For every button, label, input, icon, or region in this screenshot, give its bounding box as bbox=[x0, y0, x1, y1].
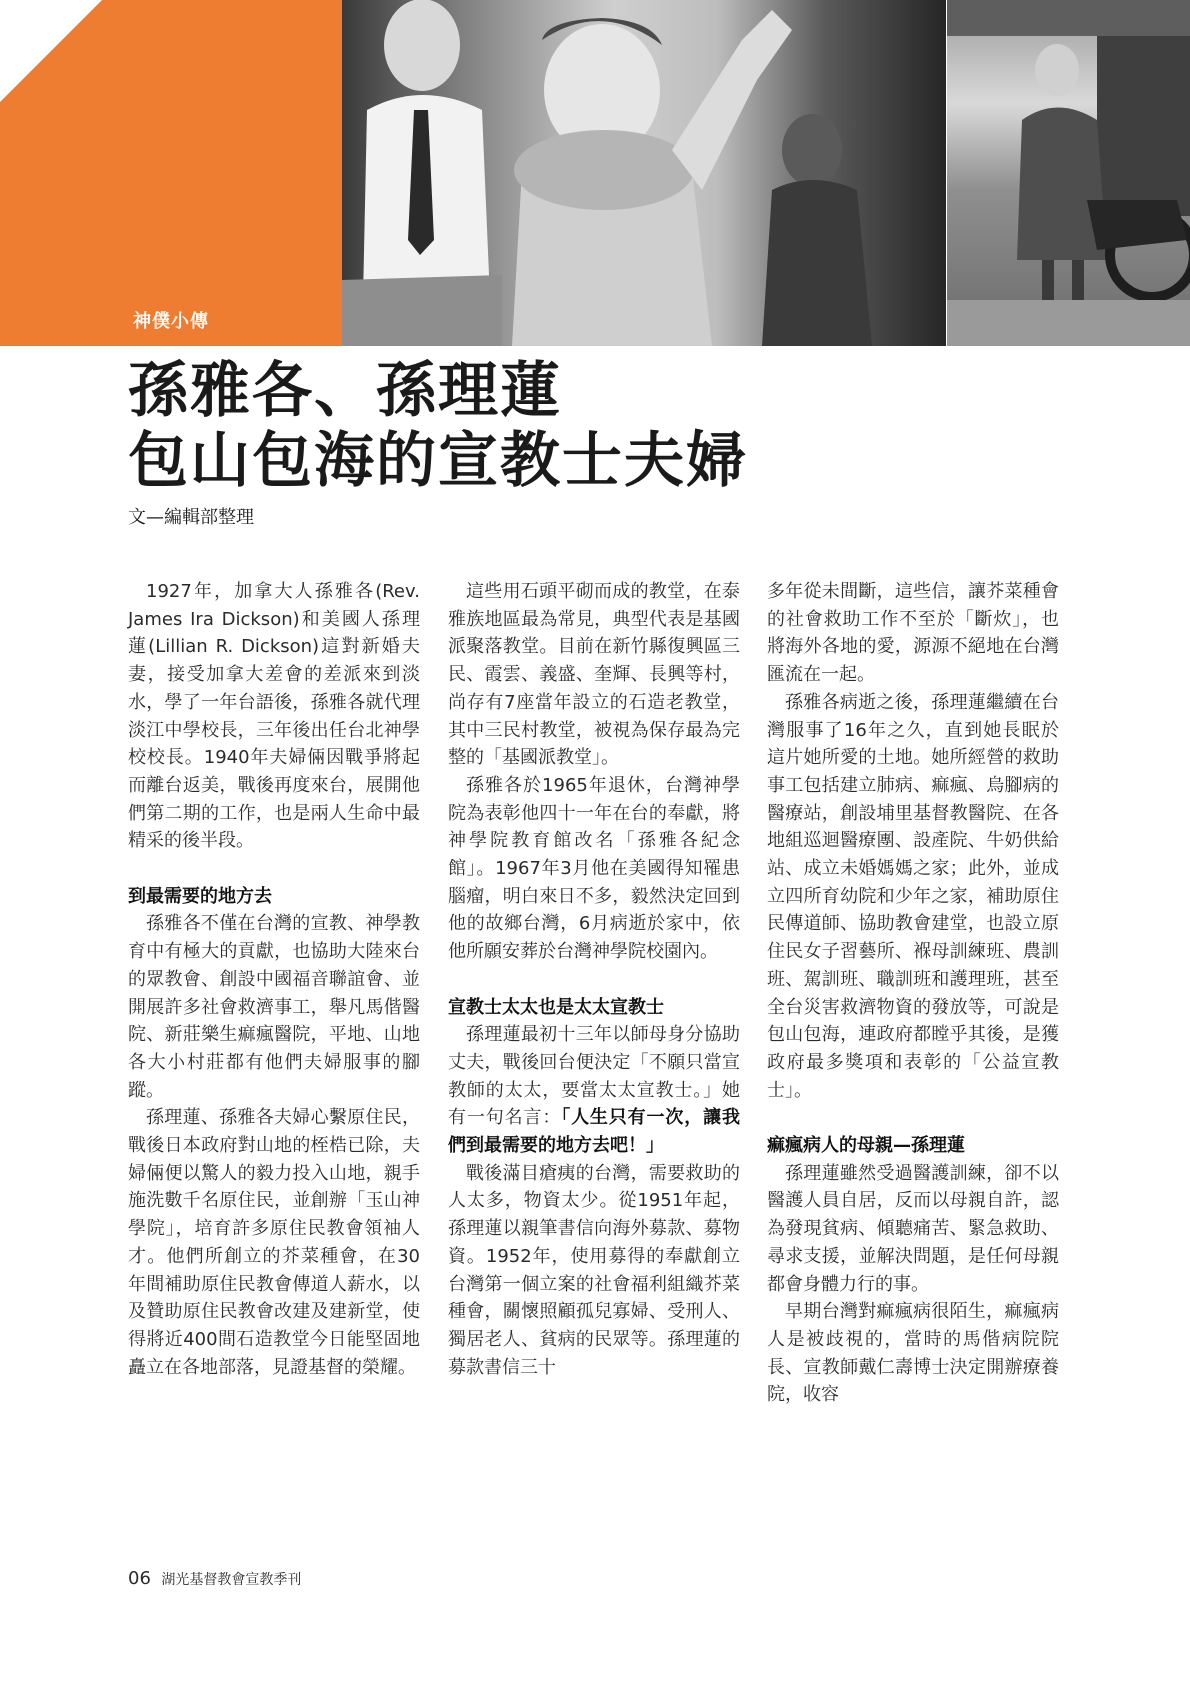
paragraph-lead: 孫理蓮最初十三年以師母身分協助丈夫，戰後回台便決定「不願只當宣教師的太太，要當太太宣教士。」她有一句名言： bbox=[448, 1024, 740, 1129]
spacer bbox=[128, 855, 420, 883]
section-heading: 痲瘋病人的母親—孫理蓮 bbox=[767, 1135, 965, 1157]
paragraph: 戰後滿目瘡痍的台灣，需要救助的人太多，物資太少。從1951年起，孫理蓮以親筆書信向海外募款、募物資。1952年，使用募得的奉獻創立台灣第一個立案的社會福利組織芥菜種會，關懷照顧孤兒寡婦、受刑人、獨居老人、貧病的民眾等。孫理蓮的募款書信三十 bbox=[448, 1162, 740, 1378]
couple-photo-illustration bbox=[342, 0, 946, 346]
paragraph: 多年從未間斷，這些信，讓芥菜種會的社會救助工作不至於「斷炊」，也將海外各地的愛，源源不絕地在台灣匯流在一起。 bbox=[767, 581, 1059, 686]
article-title bbox=[128, 356, 748, 496]
paragraph: 這些用石頭平砌而成的教堂，在泰雅族地區最為常見，典型代表是基國派聚落教堂。目前在新竹縣復興區三民、霞雲、義盛、奎輝、長興等村，尚存有7座當年設立的石造老教堂，其中三民村教堂，被視為保存最為完整的「基國派教堂」。 bbox=[448, 581, 740, 769]
section-heading: 宣教士太太也是太太宣教士 bbox=[448, 996, 664, 1018]
paragraph: 孫雅各於1965年退休，台灣神學院為表彰他四十一年在台的奉獻，將神學院教育館改名「孫雅各紀念館」。1967年3月他在美國得知罹患腦瘤，明白來日不多，毅然決定回到他的故鄉台灣，6月病逝於家中，依他所願安葬於台灣神學院校園內。 bbox=[448, 774, 740, 963]
section-heading: 到最需要的地方去 bbox=[128, 885, 272, 907]
title-line-1: 孫雅各、孫理蓮 bbox=[128, 356, 562, 426]
column-2 bbox=[448, 578, 740, 1381]
title-line-2: 包山包海的宣教士夫婦 bbox=[128, 426, 748, 496]
paragraph bbox=[448, 1021, 740, 1160]
orange-color-block bbox=[0, 0, 342, 346]
column-3 bbox=[767, 578, 1059, 1409]
paragraph: 孫理蓮雖然受過醫護訓練，卻不以醫護人員自居，反而以母親自許，認為發現貧病、傾聽痛苦、緊急救助、尋求支援，並解決問題，是任何母親都會身體力行的事。 bbox=[767, 1162, 1059, 1295]
lillian-motorcycle-photo bbox=[947, 0, 1190, 346]
paragraph: 孫理蓮、孫雅各夫婦心繫原住民，戰後日本政府對山地的桎梏已除，夫婦倆便以驚人的毅力投入山地，親手施洗數千名原住民，並創辦「玉山神學院」，培育許多原住民教會領袖人才。他們所創立的芥菜種會，在30年間補助原住民教會傳道人薪水，以及贊助原住民教會改建及建新堂，使得將近400間石造教堂今日能堅固地矗立在各地部落，見證基督的榮耀。 bbox=[128, 1107, 420, 1378]
spacer bbox=[767, 1104, 1059, 1132]
spacer bbox=[448, 966, 740, 994]
paragraph: 早期台灣對痲瘋病很陌生，痲瘋病人是被歧視的，當時的馬偕病院院長、宣教師戴仁壽博士決定開辦療養院，收容 bbox=[767, 1301, 1059, 1406]
paragraph: 孫雅各不僅在台灣的宣教、神學教育中有極大的貢獻，也協助大陸來台的眾教會、創設中國福音聯誼會、並開展許多社會救濟事工，舉凡馬偕醫院、新莊樂生痲瘋醫院，平地、山地各大小村莊都有他們夫婦服事的腳蹤。 bbox=[128, 913, 420, 1101]
header-banner bbox=[0, 0, 1190, 346]
paragraph: 孫雅各病逝之後，孫理蓮繼續在台灣服事了16年之久，直到她長眠於這片她所愛的土地。她所經營的救助事工包括建立肺病、痲瘋、烏腳病的醫療站，創設埔里基督教醫院、在各地組巡迴醫療團、設產院、牛奶供給站、成立未婚媽媽之家；此外，並成立四所育幼院和少年之家，補助原住民傳道師、協助教會建堂，也設立原住民女子習藝所、褓母訓練班、農訓班、駕訓班、職訓班和護理班，甚至全台災害救濟物資的發放等，可說是包山包海，連政府都瞠乎其後，是獲政府最多獎項和表彰的「公益宣教士」。 bbox=[767, 691, 1059, 1101]
couple-photo bbox=[342, 0, 946, 346]
motorcycle-photo-illustration bbox=[947, 0, 1190, 346]
section-tag: 神僕小傳 bbox=[133, 311, 209, 332]
byline: 文—編輯部整理 bbox=[128, 507, 254, 528]
publication-name: 湖光基督教會宣教季刊 bbox=[161, 1572, 302, 1588]
paragraph: 1927年，加拿大人孫雅各(Rev. James Ira Dickson)和美國人孫理蓮(Lillian R. Dickson)這對新婚夫妻，接受加拿大差會的差派來到淡水，學了一年台語後，孫雅各就代理淡江中學校長，三年後出任台北神學校校長。1940年夫婦倆因戰爭將起而離台返美，戰後再度來台，展開他們第二期的工作，也是兩人生命中最精采的後半段。 bbox=[128, 581, 420, 852]
page-footer bbox=[128, 1568, 301, 1589]
column-1 bbox=[128, 578, 420, 1381]
corner-cut bbox=[0, 0, 102, 102]
quote-emphasis: 「人生只有一次，讓我們到最需要的地方去吧！」 bbox=[448, 1107, 741, 1157]
page-number: 06 bbox=[128, 1568, 151, 1589]
